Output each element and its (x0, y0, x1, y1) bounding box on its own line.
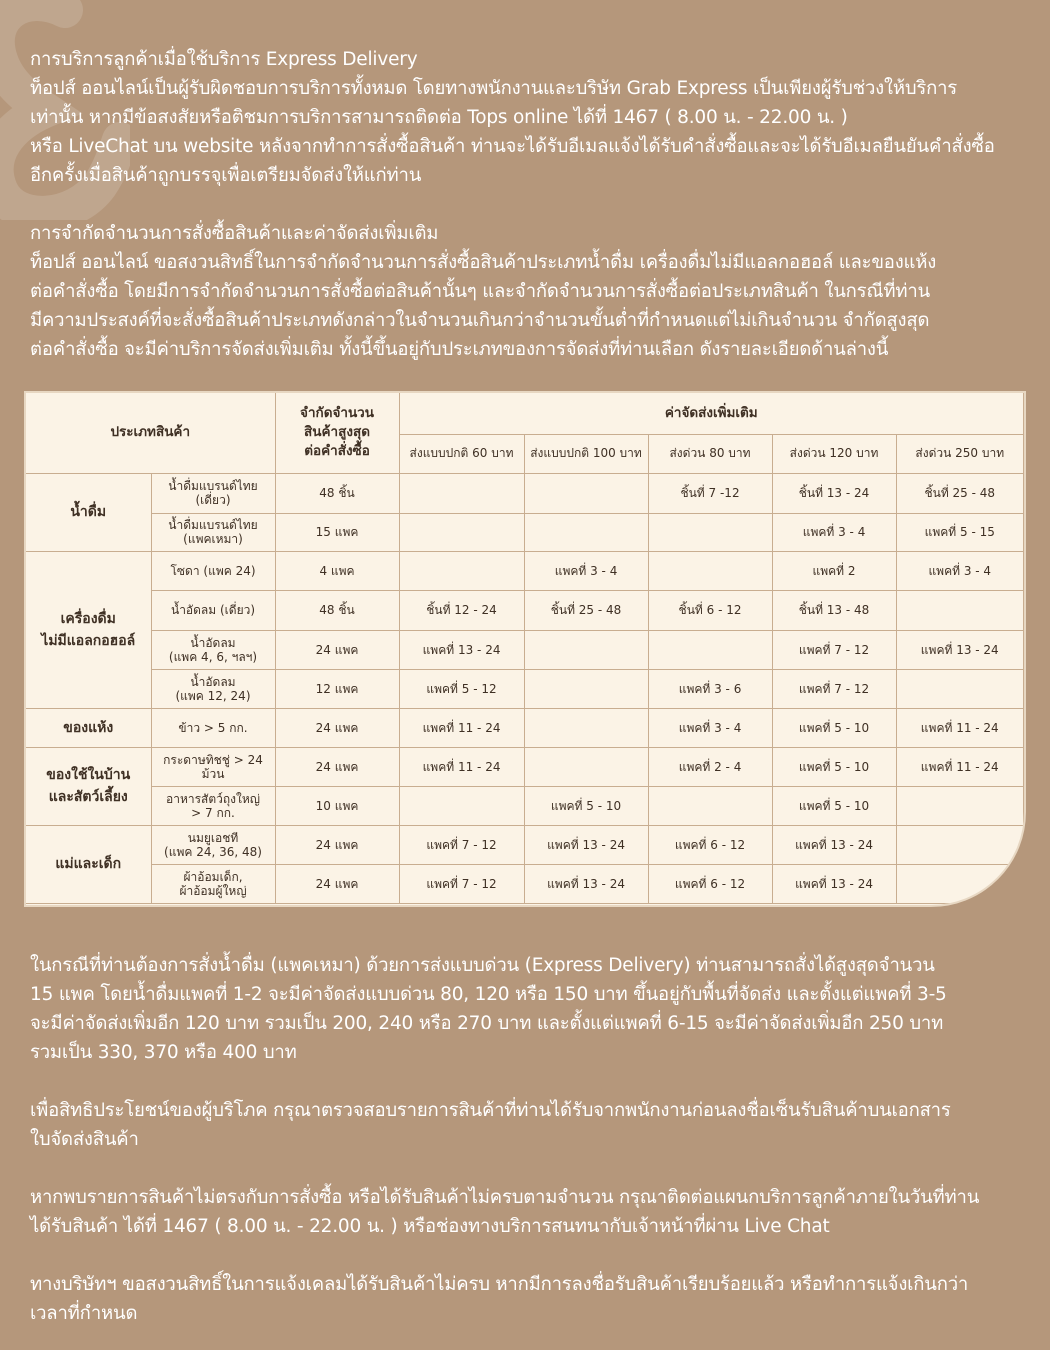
limit-cell: 10 แพค (275, 786, 399, 825)
fee-cell: ชิ้นที่ 6 - 12 (648, 590, 772, 630)
table-row (26, 708, 1024, 747)
fee-cell: ชิ้นที่ 25 - 48 (896, 473, 1023, 513)
fee-cell (648, 786, 772, 825)
item-cell: น้ำดื่มแบรนด์ไทย (แพคเหมา) (151, 513, 275, 551)
limit-cell: 24 แพค (275, 630, 399, 669)
fee-cell: แพคที่ 6 - 12 (648, 864, 772, 903)
category-cell: น้ำดื่ม (26, 473, 151, 551)
fee-cell: ชิ้นที่ 25 - 48 (524, 590, 648, 630)
fee-cell: แพคที่ 13 - 24 (772, 864, 896, 903)
fee-cell: แพคที่ 5 - 10 (524, 786, 648, 825)
express-delivery-paragraph: การบริการลูกค้าเมื่อใช้บริการ Express Delivery ท็อปส์ ออนไลน์เป็นผู้รับผิดชอบการบริการทั้งหมด โดยทางพนักงานและบริษัท Grab Express เป็นเพียงผู้รับช่วงให้บริการ เท่านั้น หากมีข้อสงสัยหรือติชมการบริการสามารถติดต่อ Tops online ได้ที่ 1467 ( 8.00 น. - 22.00 น. ) หรือ LiveChat บน website หลังจากทำการสั่งซื้อสินค้า ท่านจะได้รับอีเมลแจ้งได้รับคำสั่งซื้อและจะได้รับอีเมลยืนยันคำสั่งซื้อ อีกครั้งเมื่อสินค้าถูกบรรจุเพื่อเตรียมจัดส่งให้แก่ท่าน (30, 49, 995, 186)
fee-cell (896, 786, 1023, 825)
header-fee-column: ส่งแบบปกติ 60 บาท (399, 434, 524, 473)
item-cell: นมยูเอชที (แพค 24, 36, 48) (151, 825, 275, 864)
fee-cell (524, 630, 648, 669)
limit-cell: 24 แพค (275, 825, 399, 864)
limit-cell: 24 แพค (275, 864, 399, 903)
fee-cell: ชิ้นที่ 7 -12 (648, 473, 772, 513)
fee-cell: แพคที่ 11 - 24 (399, 747, 524, 786)
fee-cell: แพคที่ 3 - 4 (896, 551, 1023, 590)
fee-cell (648, 630, 772, 669)
limit-cell: 24 แพค (275, 747, 399, 786)
fee-cell (524, 669, 648, 708)
fee-cell: แพคที่ 11 - 24 (896, 708, 1023, 747)
fee-cell (896, 669, 1023, 708)
fee-cell (648, 513, 772, 551)
fee-cell (524, 513, 648, 551)
check-items-paragraph: เพื่อสิทธิประโยชน์ของผู้บริโภค กรุณาตรวจสอบรายการสินค้าที่ท่านได้รับจากพนักงานก่อนลงชื่อเซ็นรับสินค้าบนเอกสาร ใบจัดส่งสินค้า (30, 1100, 951, 1150)
category-cell: ของแห้ง (26, 708, 151, 747)
fee-cell: แพคที่ 5 - 12 (399, 669, 524, 708)
item-cell: น้ำอัดลม (แพค 4, 6, ฯลฯ) (151, 630, 275, 669)
header-category: ประเภทสินค้า (26, 393, 275, 473)
fee-cell: แพคที่ 13 - 24 (896, 630, 1023, 669)
fee-cell: แพคที่ 5 - 10 (772, 786, 896, 825)
fee-cell (399, 513, 524, 551)
header-limit: จำกัดจำนวน สินค้าสูงสุด ต่อคำสั่งซื้อ (275, 393, 399, 473)
fee-cell: แพคที่ 2 (772, 551, 896, 590)
fee-cell: ชิ้นที่ 13 - 48 (772, 590, 896, 630)
fee-cell: แพคที่ 3 - 4 (772, 513, 896, 551)
table-row (26, 513, 1024, 551)
limit-cell: 15 แพค (275, 513, 399, 551)
limit-cell: 48 ชิ้น (275, 473, 399, 513)
fee-cell: แพคที่ 13 - 24 (399, 630, 524, 669)
header-fee-column: ส่งด่วน 80 บาท (648, 434, 772, 473)
header-fee-column: ส่งด่วน 250 บาท (896, 434, 1023, 473)
fee-cell: แพคที่ 5 - 10 (772, 747, 896, 786)
item-cell: อาหารสัตว์ถุงใหญ่ > 7 กก. (151, 786, 275, 825)
fee-cell (524, 708, 648, 747)
fee-cell (896, 825, 1023, 864)
mismatch-paragraph: หากพบรายการสินค้าไม่ตรงกับการสั่งซื้อ หรือได้รับสินค้าไม่ครบตามจำนวน กรุณาติดต่อแผนกบริการลูกค้าภายในวันที่ท่าน ได้รับสินค้า ได้ที่ 1467 ( 8.00 น. - 22.00 น. ) หรือช่องทางบริการสนทนากับเจ้าหน้าที่ผ่าน Live Chat (30, 1187, 980, 1237)
item-cell: ผ้าอ้อมเด็ก, ผ้าอ้อมผู้ใหญ่ (151, 864, 275, 903)
shipping-fee-table (26, 393, 1024, 904)
claims-paragraph: ทางบริษัทฯ ขอสงวนสิทธิ์ในการแจ้งเคลมได้รับสินค้าไม่ครบ หากมีการลงชื่อรับสินค้าเรียบร้อยแล้ว หรือทำการแจ้งเกินกว่า เวลาที่กำหนด (30, 1274, 969, 1324)
fee-cell: แพคที่ 5 - 10 (772, 708, 896, 747)
header-additional-fees: ค่าจัดส่งเพิ่มเติม (399, 393, 1023, 434)
item-cell: น้ำอัดลม (เดี่ยว) (151, 590, 275, 630)
table-row (26, 825, 1024, 864)
item-cell: ข้าว > 5 กก. (151, 708, 275, 747)
fee-cell: แพคที่ 13 - 24 (524, 864, 648, 903)
shipping-fee-table-card (24, 391, 1026, 907)
fee-cell: แพคที่ 2 - 4 (648, 747, 772, 786)
fee-cell: แพคที่ 3 - 4 (524, 551, 648, 590)
table-row (26, 786, 1024, 825)
fee-cell: แพคที่ 11 - 24 (896, 747, 1023, 786)
table-row (26, 473, 1024, 513)
table-row (26, 551, 1024, 590)
table-row (26, 864, 1024, 903)
item-cell: กระดาษทิชชู่ > 24 ม้วน (151, 747, 275, 786)
fee-cell (399, 473, 524, 513)
fee-cell: แพคที่ 3 - 4 (648, 708, 772, 747)
fee-cell (524, 473, 648, 513)
fee-cell: แพคที่ 7 - 12 (772, 669, 896, 708)
fee-cell (524, 747, 648, 786)
category-cell: ของใช้ในบ้าน และสัตว์เลี้ยง (26, 747, 151, 825)
fee-cell (896, 590, 1023, 630)
item-cell: โซดา (แพค 24) (151, 551, 275, 590)
fee-cell: แพคที่ 6 - 12 (648, 825, 772, 864)
fee-cell (399, 786, 524, 825)
fee-cell (896, 864, 1023, 903)
category-cell: เครื่องดื่ม ไม่มีแอลกอฮอล์ (26, 551, 151, 708)
table-row (26, 669, 1024, 708)
fee-cell: แพคที่ 7 - 12 (772, 630, 896, 669)
item-cell: น้ำอัดลม (แพค 12, 24) (151, 669, 275, 708)
fee-cell: แพคที่ 7 - 12 (399, 864, 524, 903)
fee-cell: แพคที่ 13 - 24 (524, 825, 648, 864)
fee-cell: ชิ้นที่ 12 - 24 (399, 590, 524, 630)
limit-cell: 24 แพค (275, 708, 399, 747)
fee-cell: แพคที่ 11 - 24 (399, 708, 524, 747)
header-fee-column: ส่งด่วน 120 บาท (772, 434, 896, 473)
fee-cell: แพคที่ 13 - 24 (772, 825, 896, 864)
limit-cell: 4 แพค (275, 551, 399, 590)
fee-cell (648, 551, 772, 590)
table-row (26, 630, 1024, 669)
header-fee-column: ส่งแบบปกติ 100 บาท (524, 434, 648, 473)
table-row (26, 747, 1024, 786)
fee-cell: แพคที่ 7 - 12 (399, 825, 524, 864)
table-row (26, 590, 1024, 630)
water-express-paragraph: ในกรณีที่ท่านต้องการสั่งน้ำดื่ม (แพคเหมา) ด้วยการส่งแบบด่วน (Express Delivery) ท่านสามารถสั่งได้สูงสุดจำนวน 15 แพค โดยน้ำดื่มแพคที่ 1-2 จะมีค่าจัดส่งแบบด่วน 80, 120 หรือ 150 บาท ขึ้นอยู่กับพื้นที่จัดส่ง และตั้งแต่แพคที่ 3-5 จะมีค่าจัดส่งเพิ่มอีก 120 บาท รวมเป็น 200, 240 หรือ 270 บาท และตั้งแต่แพคที่ 6-15 จะมีค่าจัดส่งเพิ่มอีก 250 บาท รวมเป็น 330, 370 หรือ 400 บาท (30, 955, 947, 1063)
limit-cell: 12 แพค (275, 669, 399, 708)
fee-cell: แพคที่ 3 - 6 (648, 669, 772, 708)
fee-cell: ชิ้นที่ 13 - 24 (772, 473, 896, 513)
limit-cell: 48 ชิ้น (275, 590, 399, 630)
item-cell: น้ำดื่มแบรนด์ไทย (เดี่ยว) (151, 473, 275, 513)
fee-cell: แพคที่ 5 - 15 (896, 513, 1023, 551)
purchase-limit-paragraph: การจำกัดจำนวนการสั่งซื้อสินค้าและค่าจัดส่งเพิ่มเติม ท็อปส์ ออนไลน์ ขอสงวนสิทธิ์ในการจำกัดจำนวนการสั่งซื้อสินค้าประเภทน้ำดื่ม เครื่องดื่มไม่มีแอลกอฮอล์ และของแห้ง ต่อคำสั่งซื้อ โดยมีการจำกัดจำนวนการสั่งซื้อต่อสินค้านั้นๆ และจำกัดจำนวนการสั่งซื้อต่อประเภทสินค้า ในกรณีที่ท่าน มีความประสงค์ที่จะสั่งซื้อสินค้าประเภทดังกล่าวในจำนวนเกินกว่าจำนวนขั้นต่ำที่กำหนดแต่ไม่เกินจำนวน จำกัดสูงสุด ต่อคำสั่งซื้อ จะมีค่าบริการจัดส่งเพิ่มเติม ทั้งนี้ขึ้นอยู่กับประเภทของการจัดส่งที่ท่านเลือก ดังรายละเอียดด้านล่างนี้ (30, 223, 937, 360)
category-cell: แม่และเด็ก (26, 825, 151, 903)
fee-cell (399, 551, 524, 590)
